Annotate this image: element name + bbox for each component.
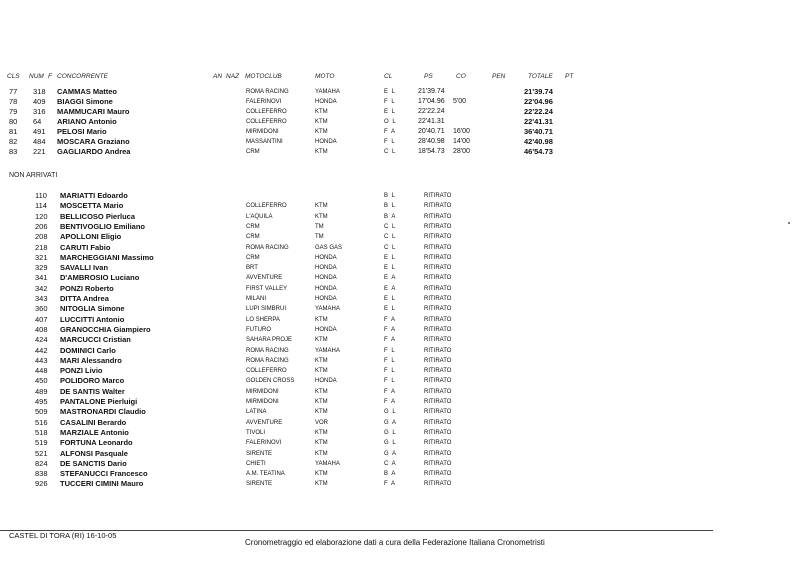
header-f: F — [48, 73, 52, 80]
header-concorrente: CONCORRENTE — [57, 73, 108, 80]
position-cell: 82 — [9, 137, 18, 146]
motoclub-cell: COLLEFERRO — [246, 203, 287, 210]
status-cell: RITIRATO — [424, 306, 452, 313]
race-number-cell: 221 — [33, 147, 46, 156]
moto-cell: HONDA — [315, 275, 337, 282]
position-cell: 83 — [9, 147, 18, 156]
rider-name-cell: MARCHEGGIANI Massimo — [60, 252, 154, 262]
race-number-cell: 64 — [33, 117, 42, 126]
table-row — [0, 87, 800, 97]
race-number-cell: 318 — [33, 87, 46, 96]
rider-name-cell: ALFONSI Pasquale — [60, 448, 128, 458]
total-time-cell: 46'54.73 — [524, 147, 553, 156]
table-row — [0, 428, 800, 438]
header-co: CO — [456, 73, 466, 80]
rider-name-cell: MARIATTI Edoardo — [60, 191, 128, 200]
rider-name-cell: CARUTI Fabio — [60, 242, 111, 252]
table-row — [0, 107, 800, 117]
class-cell: F L — [384, 99, 396, 105]
table-row — [0, 376, 800, 386]
motoclub-cell: MASSANTINI — [246, 139, 283, 145]
moto-cell: KTM — [315, 357, 328, 364]
motoclub-cell: SIRENTE — [246, 450, 273, 457]
header-cl: CL — [384, 73, 393, 80]
rider-name-cell: PONZI Roberto — [60, 283, 114, 293]
motoclub-cell: CRM — [246, 234, 260, 241]
status-cell: RITIRATO — [424, 450, 452, 457]
table-row — [0, 191, 800, 201]
rider-name-cell: SAVALLI Ivan — [60, 263, 109, 273]
moto-cell: TM — [315, 223, 324, 230]
rider-name-cell: ARIANO Antonio — [57, 117, 117, 126]
ps-time-cell: 28'40.98 — [418, 138, 445, 145]
motoclub-cell: FALERINOVI — [246, 440, 282, 447]
rider-name-cell: PELOSI Mario — [57, 127, 107, 136]
race-number-cell: 316 — [33, 107, 46, 116]
moto-cell: KTM — [315, 399, 328, 405]
moto-cell: HONDA — [315, 254, 337, 261]
ps-time-cell: 17'04.96 — [418, 98, 445, 105]
motoclub-cell: LUPI SIMBRUI — [246, 306, 287, 313]
rider-name-cell: NITOGLIA Simone — [60, 304, 125, 314]
class-cell: F A — [384, 481, 397, 488]
moto-cell: KTM — [315, 368, 328, 375]
class-cell: B L — [384, 203, 397, 210]
moto-cell: KTM — [315, 481, 328, 488]
moto-cell: KTM — [315, 119, 328, 125]
status-cell: RITIRATO — [424, 285, 452, 292]
class-cell: F L — [384, 357, 396, 364]
race-number-cell: 343 — [35, 294, 48, 303]
class-cell: F L — [384, 139, 396, 145]
rider-name-cell: LUCCITTI Antonio — [60, 314, 125, 324]
header-naz: NAZ — [226, 73, 239, 80]
moto-cell: HONDA — [315, 326, 337, 333]
moto-cell: KTM — [315, 213, 328, 220]
header-pt: PT — [565, 73, 574, 80]
race-number-cell: 407 — [35, 314, 48, 324]
rider-name-cell: BENTIVOGLIO Emiliano — [60, 221, 146, 231]
table-row — [0, 387, 800, 397]
table-row — [0, 479, 800, 489]
status-cell: RITIRATO — [424, 223, 452, 230]
motoclub-cell: SIRENTE — [246, 481, 273, 488]
moto-cell: TM — [315, 234, 324, 241]
moto-cell: HONDA — [315, 99, 337, 105]
moto-cell: KTM — [315, 316, 328, 323]
moto-cell: KTM — [315, 440, 328, 447]
race-number-cell: 448 — [35, 366, 48, 376]
class-cell: B A — [384, 213, 397, 220]
rider-name-cell: MARCUCCI Cristian — [60, 335, 131, 345]
total-time-cell: 22'22.24 — [524, 107, 553, 116]
race-number-cell: 519 — [35, 438, 48, 448]
table-row — [0, 315, 800, 325]
race-number-cell: 450 — [35, 376, 48, 386]
status-cell: RITIRATO — [424, 326, 452, 333]
motoclub-cell: ROMA RACING — [246, 244, 289, 251]
ps-time-cell: 21'39.74 — [418, 88, 445, 95]
table-row — [0, 294, 800, 304]
motoclub-cell: COLLEFERRO — [246, 368, 287, 375]
race-number-cell: 824 — [35, 458, 48, 468]
header-pen: PEN — [492, 73, 506, 80]
motoclub-cell: FALERINOVI — [246, 99, 282, 105]
table-row — [0, 232, 800, 242]
class-cell: C L — [384, 234, 397, 241]
status-cell: RITIRATO — [424, 296, 452, 302]
table-row — [0, 284, 800, 294]
moto-cell: KTM — [315, 429, 328, 436]
timing-credit: Cronometraggio ed elaborazione dati a cura della Federazione Italiana Cronometristi — [245, 538, 545, 547]
class-cell: F A — [384, 326, 397, 333]
co-penalty-cell: 16'00 — [453, 128, 470, 135]
race-number-cell: 110 — [35, 191, 47, 200]
race-number-cell: 206 — [35, 221, 48, 231]
rider-name-cell: PANTALONE Pierluigi — [60, 397, 138, 406]
rider-name-cell: FORTUNA Leonardo — [60, 438, 133, 448]
motoclub-cell: COLLEFERRO — [246, 109, 287, 115]
status-cell: RITIRATO — [424, 440, 452, 447]
motoclub-cell: CRM — [246, 149, 260, 155]
rider-name-cell: DE SANCTIS Dario — [60, 458, 127, 468]
table-row — [0, 304, 800, 314]
moto-cell: HONDA — [315, 139, 337, 145]
rider-name-cell: MAMMUCARI Mauro — [57, 107, 130, 116]
moto-cell: KTM — [315, 450, 328, 457]
status-cell: RITIRATO — [424, 213, 452, 220]
rider-name-cell: DE SANTIS Walter — [60, 386, 125, 396]
race-number-cell: 491 — [33, 127, 46, 136]
race-number-cell: 408 — [35, 324, 48, 334]
motoclub-cell: ROMA RACING — [246, 89, 289, 95]
rider-name-cell: MARI Alessandro — [60, 355, 122, 365]
class-cell: G L — [384, 429, 397, 436]
race-number-cell: 329 — [35, 263, 48, 273]
scan-speck — [788, 222, 790, 224]
race-number-cell: 495 — [35, 397, 48, 406]
position-cell: 80 — [9, 117, 18, 126]
position-cell: 77 — [9, 87, 18, 96]
status-cell: RITIRATO — [424, 337, 452, 344]
class-cell: B L — [384, 193, 397, 199]
rider-name-cell: PONZI Livio — [60, 366, 103, 376]
race-number-cell: 342 — [35, 283, 48, 293]
race-number-cell: 518 — [35, 427, 48, 437]
status-cell: RITIRATO — [424, 399, 452, 405]
table-row — [0, 117, 800, 127]
total-time-cell: 21'39.74 — [524, 87, 553, 96]
table-row — [0, 325, 800, 335]
header-cls: CLS — [7, 73, 20, 80]
table-row — [0, 438, 800, 448]
class-cell: C L — [384, 244, 397, 251]
table-row — [0, 97, 800, 107]
status-cell: RITIRATO — [424, 409, 452, 416]
status-cell: RITIRATO — [424, 254, 452, 261]
status-cell: RITIRATO — [424, 419, 452, 426]
race-number-cell: 409 — [33, 97, 46, 106]
total-time-cell: 22'04.96 — [524, 97, 553, 106]
status-cell: RITIRATO — [424, 203, 452, 210]
status-cell: RITIRATO — [424, 275, 452, 282]
class-cell: G L — [384, 409, 397, 416]
ps-time-cell: 22'41.31 — [418, 118, 445, 125]
total-time-cell: 22'41.31 — [524, 117, 553, 126]
race-number-cell: 926 — [35, 479, 48, 489]
rider-name-cell: MOSCETTA Mario — [60, 201, 124, 211]
class-cell: E L — [384, 296, 397, 302]
race-number-cell: 489 — [35, 386, 48, 396]
motoclub-cell: COLLEFERRO — [246, 119, 287, 125]
rider-name-cell: GAGLIARDO Andrea — [57, 147, 131, 156]
status-cell: RITIRATO — [424, 193, 452, 199]
race-number-cell: 341 — [35, 273, 48, 283]
status-cell: RITIRATO — [424, 460, 452, 467]
rider-name-cell: MARZIALE Antonio — [60, 427, 129, 437]
motoclub-cell: AVVENTURE — [246, 419, 283, 426]
moto-cell: KTM — [315, 337, 328, 344]
rider-name-cell: MOSCARA Graziano — [57, 137, 130, 146]
header-moto: MOTO — [315, 73, 335, 80]
moto-cell: HONDA — [315, 285, 337, 292]
header-motoclub: MOTOCLUB — [245, 73, 282, 80]
motoclub-cell: L'AQUILA — [246, 213, 273, 220]
motoclub-cell: TIVOLI — [246, 429, 266, 436]
class-cell: F A — [384, 337, 397, 344]
moto-cell: KTM — [315, 409, 328, 416]
race-number-cell: 120 — [35, 211, 48, 221]
motoclub-cell: A.M. TEATINA — [246, 471, 285, 478]
class-cell: F A — [384, 316, 397, 323]
moto-cell: KTM — [315, 471, 328, 478]
motoclub-cell: LATINA — [246, 409, 267, 416]
class-cell: F A — [384, 399, 397, 405]
motoclub-cell: FIRST VALLEY — [246, 285, 288, 292]
table-row — [0, 212, 800, 222]
table-row — [0, 222, 800, 232]
status-cell: RITIRATO — [424, 265, 452, 272]
race-number-cell: 484 — [33, 137, 46, 146]
total-time-cell: 42'40.98 — [524, 137, 553, 146]
rider-name-cell: DOMINICI Carlo — [60, 345, 116, 355]
motoclub-cell: BRT — [246, 265, 258, 272]
class-cell: C A — [384, 460, 397, 467]
co-penalty-cell: 28'00 — [453, 148, 470, 155]
table-row — [0, 335, 800, 345]
class-cell: E A — [384, 285, 397, 292]
class-cell: G A — [384, 419, 398, 426]
race-number-cell: 521 — [35, 448, 48, 458]
motoclub-cell: SAHARA PROJE — [246, 337, 293, 344]
status-cell: RITIRATO — [424, 357, 452, 364]
table-row — [0, 201, 800, 211]
header-ps: PS — [424, 73, 433, 80]
moto-cell: KTM — [315, 109, 328, 115]
status-cell: RITIRATO — [424, 378, 452, 385]
ps-time-cell: 20'40.71 — [418, 128, 445, 135]
table-row — [0, 418, 800, 428]
motoclub-cell: FUTURO — [246, 326, 271, 333]
co-penalty-cell: 14'00 — [453, 138, 470, 145]
motoclub-cell: MILANI — [246, 296, 267, 302]
race-number-cell: 443 — [35, 355, 48, 365]
class-cell: F L — [384, 368, 396, 375]
moto-cell: HONDA — [315, 378, 337, 385]
table-row — [0, 147, 800, 157]
race-number-cell: 442 — [35, 345, 48, 355]
non-arrivati-label: NON ARRIVATI — [9, 172, 58, 179]
race-number-cell: 516 — [35, 417, 48, 427]
status-cell: RITIRATO — [424, 388, 452, 395]
motoclub-cell: CHIETI — [246, 460, 266, 467]
table-row — [0, 263, 800, 273]
class-cell: E L — [384, 306, 397, 313]
table-row — [0, 449, 800, 459]
class-cell: E L — [384, 254, 397, 261]
moto-cell: YAMAHA — [315, 460, 340, 467]
moto-cell: YAMAHA — [315, 306, 340, 313]
rider-name-cell: BIAGGI Simone — [57, 97, 113, 106]
ps-time-cell: 18'54.73 — [418, 148, 445, 155]
rider-name-cell: TUCCERI CIMINI Mauro — [60, 479, 144, 489]
class-cell: F A — [384, 129, 397, 135]
class-cell: C L — [384, 149, 397, 155]
class-cell: F L — [384, 378, 396, 385]
status-cell: RITIRATO — [424, 481, 452, 488]
rider-name-cell: GRANOCCHIA Giampiero — [60, 324, 151, 334]
ps-time-cell: 22'22.24 — [418, 108, 445, 115]
race-number-cell: 114 — [35, 201, 47, 211]
header-an: AN — [213, 73, 223, 80]
motoclub-cell: GOLDEN CROSS — [246, 378, 295, 385]
total-time-cell: 36'40.71 — [524, 127, 553, 136]
status-cell: RITIRATO — [424, 429, 452, 436]
race-number-cell: 509 — [35, 407, 48, 417]
motoclub-cell: CRM — [246, 223, 260, 230]
rider-name-cell: APOLLONI Eligio — [60, 232, 122, 242]
race-number-cell: 838 — [35, 469, 48, 479]
table-row — [0, 253, 800, 263]
moto-cell: GAS GAS — [315, 244, 343, 251]
motoclub-cell: MIRMIDONI — [246, 129, 279, 135]
class-cell: B A — [384, 471, 397, 478]
rider-name-cell: D'AMBROSIO Luciano — [60, 273, 140, 283]
table-row — [0, 137, 800, 147]
class-cell: E L — [384, 265, 397, 272]
table-row — [0, 469, 800, 479]
table-row — [0, 459, 800, 469]
motoclub-cell: ROMA RACING — [246, 347, 289, 354]
class-cell: G L — [384, 440, 397, 447]
race-number-cell: 321 — [35, 252, 48, 262]
motoclub-cell: LO SHERPA — [246, 316, 280, 323]
co-penalty-cell: 5'00 — [453, 98, 467, 105]
moto-cell: KTM — [315, 149, 328, 155]
status-cell: RITIRATO — [424, 316, 452, 323]
class-cell: F L — [384, 347, 396, 354]
moto-cell: KTM — [315, 129, 328, 135]
class-cell: F A — [384, 388, 397, 395]
rider-name-cell: POLIDORO Marco — [60, 376, 125, 386]
moto-cell: VOR — [315, 419, 329, 426]
rider-name-cell: CASALINI Berardo — [60, 417, 127, 427]
header-num: NUM — [29, 73, 44, 80]
moto-cell: YAMAHA — [315, 347, 340, 354]
motoclub-cell: MIRMIDONI — [246, 388, 279, 395]
rider-name-cell: BELLICOSO Pierluca — [60, 211, 136, 221]
class-cell: E A — [384, 275, 397, 282]
motoclub-cell: CRM — [246, 254, 260, 261]
event-location-date: CASTEL DI TORA (RI) 16-10-05 — [9, 531, 117, 540]
class-cell: E L — [384, 89, 397, 95]
class-cell: G A — [384, 450, 398, 457]
motoclub-cell: ROMA RACING — [246, 357, 289, 364]
race-number-cell: 218 — [35, 242, 48, 252]
table-row — [0, 366, 800, 376]
position-cell: 79 — [9, 107, 18, 116]
status-cell: RITIRATO — [424, 471, 452, 478]
rider-name-cell: MASTRONARDI Claudio — [60, 407, 146, 417]
position-cell: 78 — [9, 97, 18, 106]
moto-cell: KTM — [315, 388, 328, 395]
motoclub-cell: MIRMIDONI — [246, 399, 279, 405]
race-number-cell: 208 — [35, 232, 48, 242]
position-cell: 81 — [9, 127, 18, 136]
class-cell: E L — [384, 109, 397, 115]
moto-cell: HONDA — [315, 265, 337, 272]
rider-name-cell: DITTA Andrea — [60, 294, 109, 303]
status-cell: RITIRATO — [424, 347, 452, 354]
race-number-cell: 360 — [35, 304, 48, 314]
table-row — [0, 273, 800, 283]
class-cell: C L — [384, 223, 397, 230]
race-number-cell: 424 — [35, 335, 48, 345]
header-totale: TOTALE — [528, 73, 553, 80]
table-row — [0, 127, 800, 137]
rider-name-cell: CAMMAS Matteo — [57, 87, 117, 96]
class-cell: O L — [384, 119, 397, 125]
table-row — [0, 346, 800, 356]
status-cell: RITIRATO — [424, 368, 452, 375]
status-cell: RITIRATO — [424, 234, 452, 241]
moto-cell: KTM — [315, 203, 328, 210]
table-row — [0, 407, 800, 417]
moto-cell: HONDA — [315, 296, 337, 302]
moto-cell: YAMAHA — [315, 89, 340, 95]
rider-name-cell: STEFANUCCI Francesco — [60, 469, 148, 479]
motoclub-cell: AVVENTURE — [246, 275, 283, 282]
table-row — [0, 243, 800, 253]
table-row — [0, 397, 800, 407]
table-row — [0, 356, 800, 366]
status-cell: RITIRATO — [424, 244, 452, 251]
